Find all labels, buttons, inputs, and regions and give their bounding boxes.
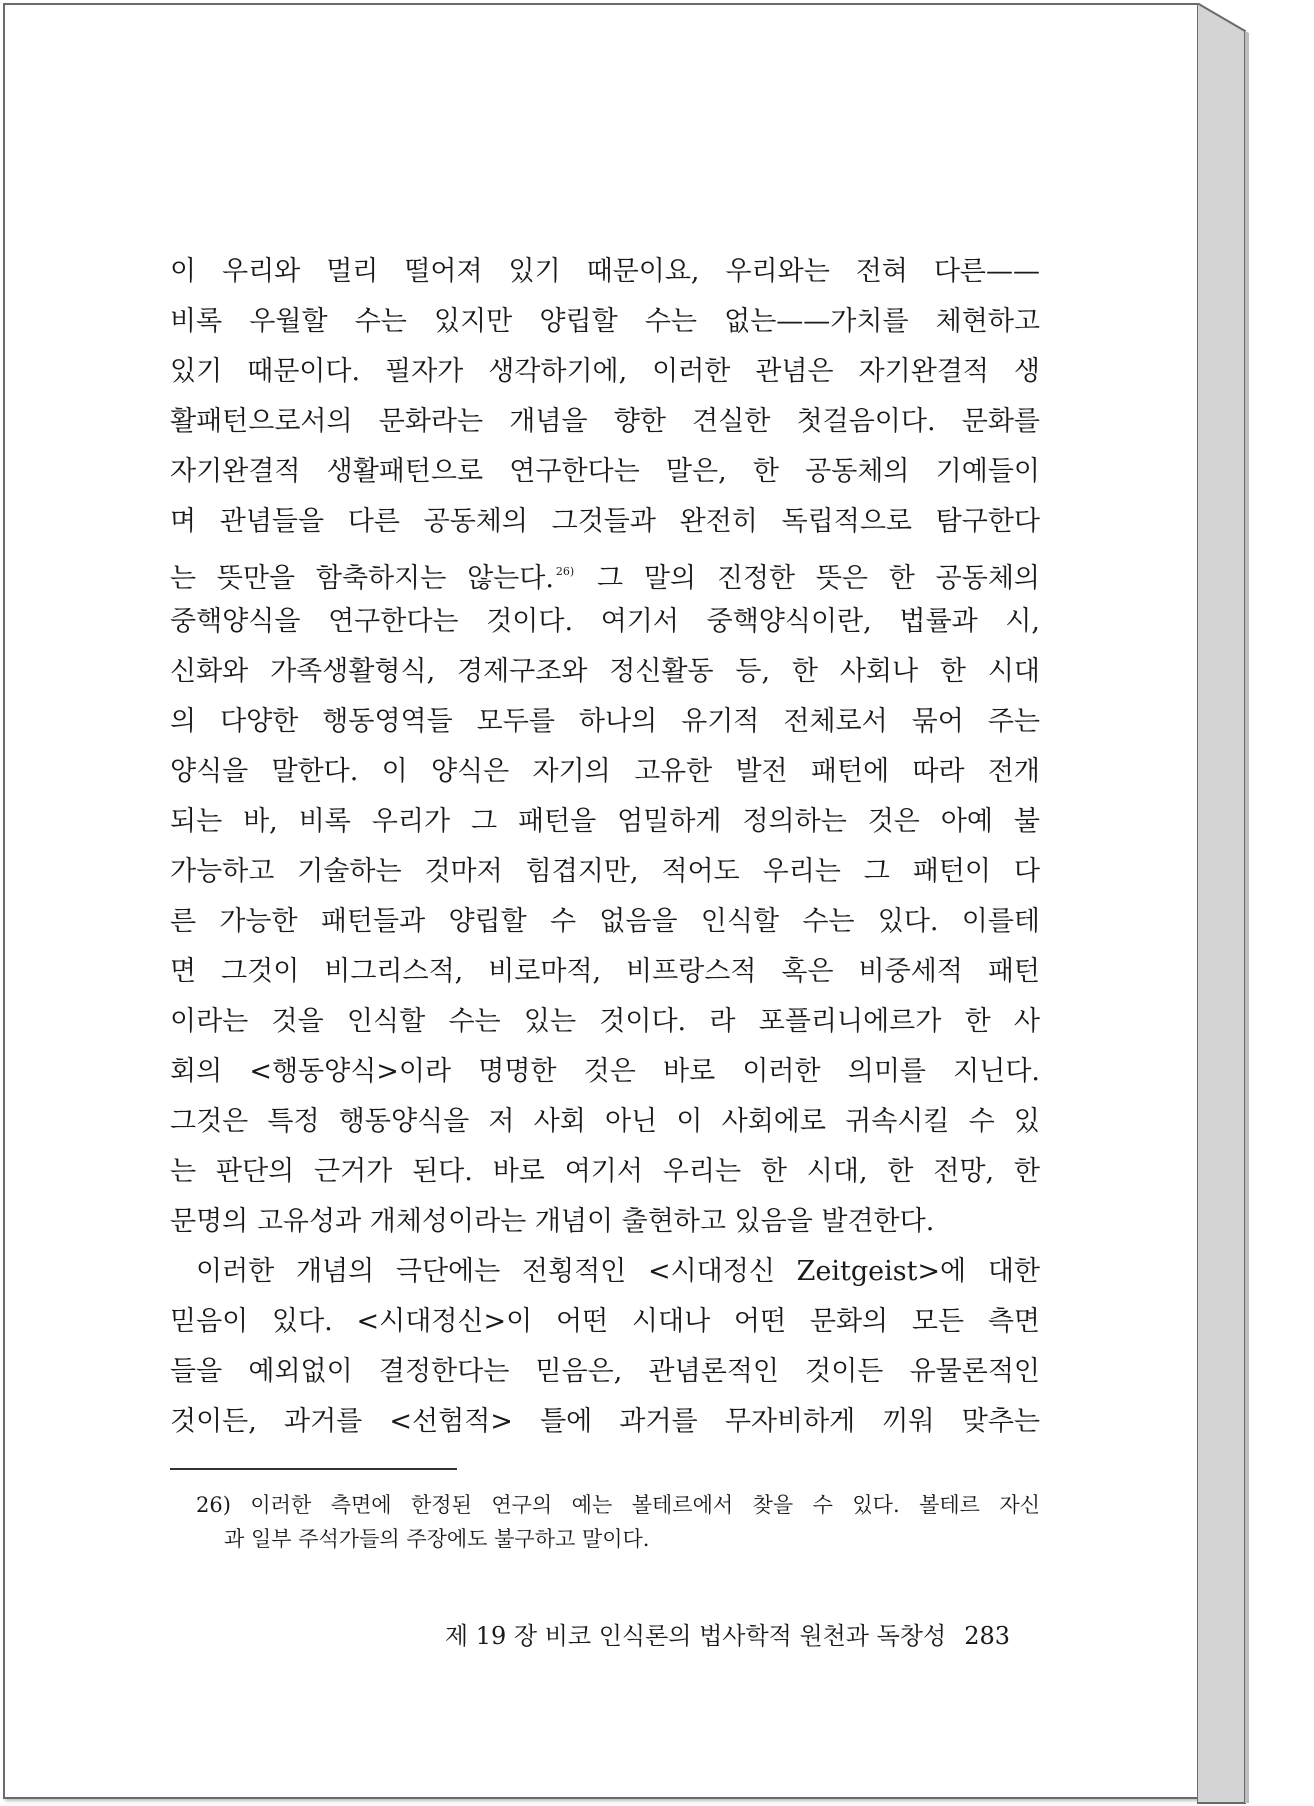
body-line: 가능하고 기술하는 것마저 힘겹지만, 적어도 우리는 그 패턴이 다 <box>170 856 1040 887</box>
body-line: 있기 때문이다. 필자가 생각하기에, 이러한 관념은 자기완결적 생 <box>170 356 1040 387</box>
body-line: 들을 예외없이 결정한다는 믿음은, 관념론적인 것이든 유물론적인 <box>170 1356 1040 1387</box>
body-line: 른 가능한 패턴들과 양립할 수 없음을 인식할 수는 있다. 이를테 <box>170 906 1040 937</box>
body-line: 것이든, 과거를 <선험적> 틀에 과거를 무자비하게 끼워 맞추는 <box>170 1406 1040 1437</box>
body-line: 자기완결적 생활패턴으로 연구한다는 말은, 한 공동체의 기예들이 <box>170 456 1040 487</box>
body-line: 면 그것이 비그리스적, 비로마적, 비프랑스적 혹은 비중세적 패턴 <box>170 956 1040 987</box>
body-line-with-footnote-ref <box>170 547 1040 597</box>
body-line: 이라는 것을 인식할 수는 있는 것이다. 라 포플리니에르가 한 사 <box>170 1006 1040 1037</box>
footnote-line: 26) 이러한 측면에 한정된 연구의 예는 볼테르에서 찾을 수 있다. 볼테르 자신 <box>196 1493 1040 1517</box>
body-line: 는 판단의 근거가 된다. 바로 여기서 우리는 한 시대, 한 전망, 한 <box>170 1156 1040 1187</box>
paragraph-start-line: 이러한 개념의 극단에는 전횡적인 <시대정신 Zeitgeist>에 대한 <box>196 1256 1040 1287</box>
page-number: 283 <box>964 1622 1010 1650</box>
body-line: 그것은 특정 행동양식을 저 사회 아닌 이 사회에로 귀속시킬 수 있 <box>170 1106 1040 1137</box>
body-line-tail: 그 말의 진정한 뜻은 한 공동체의 <box>597 563 1040 594</box>
body-line: 문명의 고유성과 개체성이라는 개념이 출현하고 있음을 발견한다. <box>170 1206 935 1237</box>
body-line: 중핵양식을 연구한다는 것이다. 여기서 중핵양식이란, 법률과 시, <box>170 606 1040 637</box>
running-footer <box>440 1616 1010 1651</box>
footnotes <box>196 1488 1040 1556</box>
chapter-title: 제 19 장 비코 인식론의 법사학적 원천과 독창성 <box>444 1622 947 1650</box>
body-line: 의 다양한 행동영역들 모두를 하나의 유기적 전체로서 묶어 주는 <box>170 706 1040 737</box>
footnote-line: 과 일부 주석가들의 주장에도 불구하고 말이다. <box>224 1527 650 1551</box>
body-line: 활패턴으로서의 문화라는 개념을 향한 견실한 첫걸음이다. 문화를 <box>170 406 1040 437</box>
body-line-head: 는 뜻만을 함축하지는 않는다. <box>170 563 554 594</box>
body-line: 되는 바, 비록 우리가 그 패턴을 엄밀하게 정의하는 것은 아예 불 <box>170 806 1040 837</box>
body-line: 며 관념들을 다른 공동체의 그것들과 완전히 독립적으로 탐구한다 <box>170 506 1040 537</box>
book-edge-shape <box>1197 3 1287 1805</box>
body-text <box>170 247 1040 1447</box>
body-line: 믿음이 있다. <시대정신>이 어떤 시대나 어떤 문화의 모든 측면 <box>170 1306 1040 1337</box>
body-line: 이 우리와 멀리 떨어져 있기 때문이요, 우리와는 전혀 다른—— <box>170 256 1040 287</box>
footnote-reference[interactable]: 26) <box>555 565 575 578</box>
body-line: 회의 <행동양식>이라 명명한 것은 바로 이러한 의미를 지닌다. <box>170 1056 1040 1087</box>
body-line: 비록 우월할 수는 있지만 양립할 수는 없는——가치를 체현하고 <box>170 306 1040 337</box>
body-line: 신화와 가족생활형식, 경제구조와 정신활동 등, 한 사회나 한 시대 <box>170 656 1040 687</box>
footnote-divider <box>170 1468 457 1470</box>
body-line: 양식을 말한다. 이 양식은 자기의 고유한 발전 패턴에 따라 전개 <box>170 756 1040 787</box>
